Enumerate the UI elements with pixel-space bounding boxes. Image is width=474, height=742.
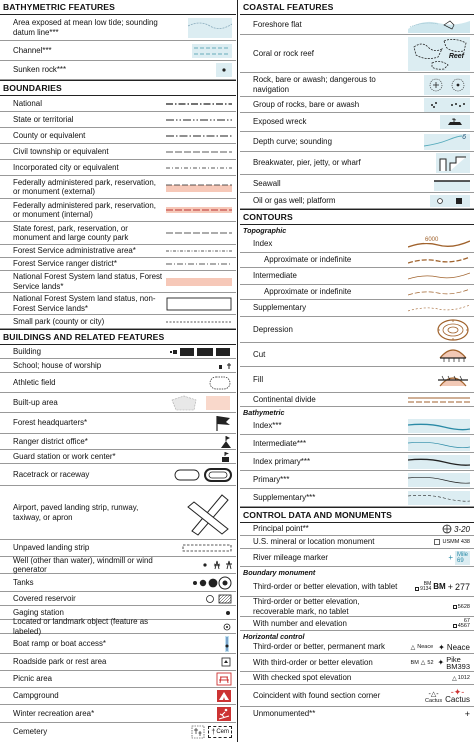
legend-label: County or equivalent bbox=[13, 130, 86, 140]
rest-area-symbol bbox=[166, 654, 236, 670]
legend-row-wreck bbox=[240, 113, 474, 132]
legend-row-seawall bbox=[240, 175, 474, 193]
legend-label: Intermediate bbox=[253, 271, 297, 281]
legend-row-cut bbox=[240, 343, 474, 367]
unpaved-strip-symbol bbox=[166, 540, 236, 556]
bm-tablet-symbol: BM 9134 BM + 277 bbox=[404, 577, 474, 596]
legend-row-racetrack bbox=[0, 464, 236, 486]
legend-row-township bbox=[0, 144, 236, 160]
legend-row-national bbox=[0, 96, 236, 112]
legend-label: Index*** bbox=[253, 420, 282, 430]
legend-row-bathy-primary bbox=[240, 471, 474, 489]
legend-row-building bbox=[0, 345, 236, 359]
legend-row-fs-ranger bbox=[0, 258, 236, 271]
legend-row-intermediate bbox=[240, 268, 474, 285]
legend-label: Group of rocks, bare or awash bbox=[253, 99, 360, 109]
legend-label: Picnic area bbox=[13, 674, 53, 684]
legend-label: Index primary*** bbox=[253, 456, 311, 466]
legend-row-group-rocks bbox=[240, 97, 474, 113]
pike-label: Pike bbox=[446, 654, 461, 664]
hc-spot-symbol: △ 1012 bbox=[452, 675, 470, 682]
legend-row-tanks bbox=[0, 574, 236, 592]
legend-label: State or territorial bbox=[13, 114, 74, 124]
neace-small-label: Neace bbox=[417, 644, 434, 650]
mile-label: Mile bbox=[456, 551, 468, 558]
legend-label: Cut bbox=[253, 349, 266, 359]
intermediate-contour-symbol bbox=[404, 268, 474, 284]
legend-row-oil-gas bbox=[240, 193, 474, 209]
legend-row-forest-hq bbox=[0, 413, 236, 434]
legend-label: Third-order or better elevation, recoverable mark, no tablet bbox=[253, 597, 360, 616]
city-boundary-symbol bbox=[166, 160, 236, 175]
fed-park-internal-symbol bbox=[166, 199, 236, 221]
section-title-contours: CONTOURS bbox=[240, 209, 474, 225]
legend-row-bm-no-tablet bbox=[240, 597, 474, 617]
winter-rec-skier-icon bbox=[166, 705, 236, 722]
legend-row-boat-ramp bbox=[0, 634, 236, 654]
legend-row-foreshore bbox=[240, 15, 474, 35]
legend-label: Boat ramp or boat access* bbox=[13, 638, 106, 648]
legend-label: With checked spot elevation bbox=[253, 673, 352, 683]
legend-label: Supplementary*** bbox=[253, 492, 316, 502]
usmm-label: USMM 438 bbox=[442, 539, 470, 545]
legend-row-campground bbox=[0, 688, 236, 705]
fs-admin-symbol bbox=[166, 245, 236, 257]
legend-row-sunken-rock bbox=[0, 61, 236, 80]
sunken-rock-symbol bbox=[166, 61, 236, 79]
legend-label: Unpaved landing strip bbox=[13, 543, 90, 553]
legend-label: Third-order or better, permanent mark bbox=[253, 642, 386, 652]
bathy-intermediate-symbol bbox=[404, 435, 474, 452]
section-title-bathymetric: BATHYMETRIC FEATURES bbox=[0, 0, 236, 15]
bm-elevation-label: 4567 bbox=[457, 622, 470, 629]
subtitle-bathymetric: Bathymetric bbox=[243, 408, 285, 417]
legend-row-state bbox=[0, 112, 236, 128]
bathy-primary-symbol bbox=[404, 471, 474, 488]
spot-elevation-number: 1012 bbox=[457, 675, 470, 681]
legend-label: River mileage marker bbox=[253, 552, 328, 562]
county-boundary-symbol bbox=[166, 128, 236, 143]
legend-row-hc-elevation bbox=[240, 654, 474, 672]
legend-label: Channel*** bbox=[13, 45, 52, 55]
legend-row-nfs-non-fs-lands bbox=[0, 293, 236, 315]
legend-label: Intermediate*** bbox=[253, 438, 307, 448]
legend-label: Rock, bare or awash; dangerous to navigation bbox=[253, 75, 376, 94]
channel-symbol bbox=[166, 41, 236, 60]
unmonumented-symbol: + bbox=[464, 709, 470, 719]
legend-label: Foreshore flat bbox=[253, 19, 302, 29]
legend-row-fed-park-internal bbox=[0, 199, 236, 222]
hc-permanent-symbol: △ Neace ✦ Neace bbox=[410, 642, 470, 652]
bm52-number: 52 bbox=[427, 659, 434, 666]
section-title-coastal: COASTAL FEATURES bbox=[240, 0, 474, 15]
legend-label: Cemetery bbox=[13, 727, 48, 737]
legend-row-hc-permanent bbox=[240, 641, 474, 654]
legend-row-county bbox=[0, 128, 236, 144]
legend-row-river-mileage bbox=[240, 549, 474, 567]
legend-label: Small park (county or city) bbox=[13, 316, 105, 326]
legend-row-winter-rec bbox=[0, 705, 236, 723]
legend-label: National bbox=[13, 98, 42, 108]
legend-row-bathy-index-primary bbox=[240, 453, 474, 471]
guard-station-icon bbox=[166, 450, 236, 463]
bm-small-number: 9134 bbox=[420, 585, 432, 592]
legend-row-fed-park-external bbox=[0, 176, 236, 199]
fill-symbol bbox=[404, 367, 474, 392]
legend-row-well bbox=[0, 557, 236, 574]
legend-label: Well (other than water), windmill or wind generator bbox=[13, 555, 153, 574]
legend-row-covered-reservoir bbox=[0, 592, 236, 606]
bm-number-symbol bbox=[404, 617, 474, 630]
boat-ramp-icon bbox=[166, 634, 236, 653]
sounding-label: 6 bbox=[462, 134, 466, 141]
forest-hq-flag-icon bbox=[166, 413, 236, 433]
legend-label: Campground bbox=[13, 691, 59, 701]
legend-label: Roadside park or rest area bbox=[13, 657, 107, 667]
legend-label: Incorporated city or equivalent bbox=[13, 162, 119, 172]
reef-label: Reef bbox=[448, 53, 464, 60]
legend-row-state-forest bbox=[0, 222, 236, 245]
legend-row-hc-spot bbox=[240, 672, 474, 685]
cemetery-symbol bbox=[166, 723, 236, 741]
legend-label: Primary*** bbox=[253, 474, 290, 484]
legend-row-depth-curve bbox=[240, 132, 474, 152]
legend-row-rest-area bbox=[0, 654, 236, 671]
bathy-index-primary-symbol bbox=[404, 453, 474, 470]
airport-runway-symbol bbox=[166, 486, 236, 539]
legend-label: Forest headquarters* bbox=[13, 418, 88, 428]
campground-tent-icon bbox=[166, 688, 236, 704]
school-church-symbol bbox=[166, 359, 236, 372]
nfs-fs-lands-symbol bbox=[166, 271, 236, 292]
legend-label: National Forest System land status, Forest Service lands* bbox=[13, 272, 163, 291]
depression-symbol bbox=[404, 317, 474, 342]
legend-row-coral-reef bbox=[240, 35, 474, 73]
legend-row-principal-point bbox=[240, 523, 474, 536]
national-boundary-symbol bbox=[166, 96, 236, 111]
legend-label: Coincident with found section corner bbox=[253, 690, 381, 700]
legend-row-ranger-office bbox=[0, 434, 236, 450]
index-contour-value: 6000 bbox=[425, 237, 439, 243]
legend-row-index-approx bbox=[240, 253, 474, 268]
legend-label: Approximate or indefinite bbox=[264, 287, 352, 297]
legend-label: Seawall bbox=[253, 178, 281, 188]
exposed-wreck-icon bbox=[404, 113, 474, 131]
cactus-small-label: Cactus bbox=[424, 698, 443, 704]
intermediate-approx-symbol bbox=[404, 285, 474, 299]
athletic-field-symbol bbox=[166, 373, 236, 392]
legend-row-rock-awash bbox=[240, 73, 474, 97]
legend-label: Approximate or indefinite bbox=[264, 255, 352, 265]
legend-row-intermediate-approx bbox=[240, 285, 474, 300]
legend-row-bm-number bbox=[240, 617, 474, 631]
legend-label: Supplementary bbox=[253, 303, 307, 313]
left-column bbox=[0, 0, 236, 741]
legend-row-channel bbox=[0, 41, 236, 61]
legend-label: Sunken rock*** bbox=[13, 65, 67, 75]
legend-row-hc-section-corner bbox=[240, 685, 474, 707]
legend-row-picnic bbox=[0, 671, 236, 688]
legend-label: Guard station or work center* bbox=[13, 451, 116, 461]
legend-label: School; house of worship bbox=[13, 360, 102, 370]
bathy-index-symbol bbox=[404, 417, 474, 434]
legend-row-bm-tablet bbox=[240, 577, 474, 597]
legend-row-unpaved-strip bbox=[0, 540, 236, 557]
legend-label: Athletic field bbox=[13, 377, 56, 387]
legend-label: Federally administered park, reservation, or monument (external) bbox=[13, 177, 156, 196]
legend-row-fill bbox=[240, 367, 474, 393]
tanks-symbol bbox=[166, 574, 236, 591]
legend-label: Forest Service administrative area* bbox=[13, 246, 136, 256]
fs-ranger-symbol bbox=[166, 258, 236, 270]
legend-label: Continental divide bbox=[253, 394, 316, 404]
pike-bm-label: BM393 bbox=[446, 661, 470, 671]
legend-row-bathy-supplementary bbox=[240, 489, 474, 507]
legend-label: Built-up area bbox=[13, 397, 58, 407]
legend-label: With third-order or better elevation bbox=[253, 657, 373, 667]
cactus-big-label: Cactus bbox=[445, 695, 470, 704]
legend-label: With number and elevation bbox=[253, 618, 347, 628]
right-column bbox=[240, 0, 474, 721]
legend-label: U.S. mineral or location monument bbox=[253, 537, 375, 547]
oil-gas-well-symbol bbox=[404, 193, 474, 208]
state-forest-symbol bbox=[166, 222, 236, 244]
coral-reef-symbol bbox=[404, 35, 474, 72]
legend-label: State forest, park, reservation, or monument and large county park bbox=[13, 223, 129, 242]
legend-row-depression bbox=[240, 317, 474, 343]
continental-divide-symbol bbox=[404, 393, 474, 406]
picnic-table-icon bbox=[166, 671, 236, 687]
building-symbol bbox=[166, 345, 236, 358]
legend-row-area-exposed bbox=[0, 15, 236, 41]
nfs-non-fs-lands-symbol bbox=[166, 293, 236, 314]
ranger-office-icon bbox=[166, 434, 236, 449]
legend-label: Winter recreation area* bbox=[13, 708, 95, 718]
area-exposed-symbol bbox=[166, 15, 236, 40]
cemetery-label: Cem bbox=[216, 729, 229, 735]
covered-reservoir-symbol bbox=[166, 592, 236, 605]
legend-label: Racetrack or raceway bbox=[13, 469, 90, 479]
small-park-symbol bbox=[166, 315, 236, 328]
foreshore-flat-symbol bbox=[404, 15, 474, 34]
legend-label: Index bbox=[253, 238, 273, 248]
bm-recoverable-number: 5628 bbox=[457, 603, 470, 610]
seawall-symbol bbox=[404, 175, 474, 192]
legend-row-breakwater bbox=[240, 152, 474, 175]
legend-label: Area exposed at mean low tide; sounding datum line*** bbox=[13, 18, 158, 37]
legend-row-bathy-intermediate bbox=[240, 435, 474, 453]
state-boundary-symbol bbox=[166, 112, 236, 127]
built-up-area-symbol bbox=[166, 393, 236, 412]
legend-label: Oil or gas well; platform bbox=[253, 195, 336, 205]
cut-symbol bbox=[404, 343, 474, 366]
section-title-boundaries: BOUNDARIES bbox=[0, 80, 236, 96]
legend-label: National Forest System land status, non-Forest Service lands* bbox=[13, 294, 156, 313]
gaging-station-symbol bbox=[166, 606, 236, 619]
subtitle-topographic: Topographic bbox=[243, 226, 287, 235]
usmm-symbol bbox=[404, 536, 474, 548]
column-divider bbox=[237, 0, 238, 742]
legend-label: Exposed wreck bbox=[253, 117, 307, 127]
landmark-symbol bbox=[166, 620, 236, 633]
legend-row-cemetery bbox=[0, 723, 236, 741]
group-of-rocks-symbol bbox=[404, 97, 474, 112]
legend-row-athletic-field bbox=[0, 373, 236, 393]
bm52-label: BM bbox=[410, 659, 419, 666]
cemetery-label-box: † Cem bbox=[208, 726, 232, 738]
breakwater-symbol bbox=[404, 152, 474, 174]
legend-label: Third-order or better elevation, with tablet bbox=[253, 581, 398, 591]
legend-row-airport bbox=[0, 486, 236, 540]
legend-row-landmark bbox=[0, 617, 236, 636]
legend-row-guard-station bbox=[0, 450, 236, 464]
legend-label: Tanks bbox=[13, 577, 34, 587]
legend-row-unmonumented bbox=[240, 707, 474, 721]
well-windmill-symbol bbox=[166, 557, 236, 573]
legend-row-built-up bbox=[0, 393, 236, 413]
legend-label: Civil township or equivalent bbox=[13, 146, 109, 156]
legend-label: Airport, paved landing strip, runway, taxiway, or apron bbox=[13, 503, 139, 522]
bm-no-tablet-symbol bbox=[404, 597, 474, 616]
legend-label: Principal point** bbox=[253, 524, 309, 534]
bm-big-number: 277 bbox=[454, 581, 470, 592]
bm-small-label: BM bbox=[423, 580, 432, 587]
bm-big-label: BM bbox=[433, 582, 446, 591]
principal-point-label: 3-20 bbox=[453, 524, 470, 534]
bathy-supplementary-symbol bbox=[404, 489, 474, 506]
legend-label: Fill bbox=[253, 374, 264, 384]
neace-big-label: Neace bbox=[446, 642, 470, 652]
index-contour-symbol bbox=[404, 235, 474, 252]
legend-row-continental-divide bbox=[240, 393, 474, 407]
legend-row-city bbox=[0, 160, 236, 176]
legend-label: Covered reservoir bbox=[13, 593, 76, 603]
legend-label: Breakwater, pier, jetty, or wharf bbox=[253, 158, 361, 168]
legend-label: Coral or rock reef bbox=[253, 48, 314, 58]
legend-row-bathy-index bbox=[240, 417, 474, 435]
rock-awash-symbol bbox=[404, 73, 474, 96]
legend-label: Forest Service ranger district* bbox=[13, 259, 117, 269]
index-approx-symbol bbox=[404, 253, 474, 267]
legend-row-usmm bbox=[240, 536, 474, 549]
depth-curve-symbol bbox=[404, 132, 474, 151]
legend-row-fs-admin bbox=[0, 245, 236, 258]
township-boundary-symbol bbox=[166, 144, 236, 159]
legend-label: Federally administered park, reservation, or monument (internal) bbox=[13, 200, 156, 219]
legend-label: Depression bbox=[253, 324, 293, 334]
bm-number-label: 67 bbox=[463, 617, 470, 624]
hc-elevation-symbol: BM △ 52 ✦ Pike BM393 bbox=[410, 654, 470, 671]
section-title-buildings: BUILDINGS AND RELATED FEATURES bbox=[0, 329, 236, 345]
legend-label: Located or landmark object (feature as labeled) bbox=[13, 617, 149, 636]
legend-row-nfs-fs-lands bbox=[0, 271, 236, 293]
hc-section-corner-symbol: ‑△‑ Cactus ‑✦‑ Cactus bbox=[424, 687, 470, 704]
legend-row-small-park bbox=[0, 315, 236, 329]
section-title-control: CONTROL DATA AND MONUMENTS bbox=[240, 507, 474, 523]
mile-value: 69 bbox=[456, 557, 464, 564]
river-mileage-symbol: + Mile 69 bbox=[448, 551, 468, 564]
legend-row-supplementary bbox=[240, 300, 474, 317]
legend-label: Depth curve; sounding bbox=[253, 136, 332, 146]
legend-label: Gaging station bbox=[13, 607, 64, 617]
subtitle-horizontal-control: Horizontal control bbox=[243, 632, 305, 641]
legend-row-school bbox=[0, 359, 236, 373]
legend-label: Unmonumented** bbox=[253, 709, 316, 719]
subtitle-boundary-monument: Boundary monument bbox=[243, 568, 316, 577]
fed-park-external-symbol bbox=[166, 176, 236, 198]
racetrack-symbol bbox=[166, 464, 236, 485]
legend-row-index-contour bbox=[240, 235, 474, 253]
legend-label: Building bbox=[13, 346, 42, 356]
principal-point-symbol bbox=[404, 523, 474, 535]
legend-label: Ranger district office* bbox=[13, 436, 88, 446]
supplementary-contour-symbol bbox=[404, 300, 474, 316]
